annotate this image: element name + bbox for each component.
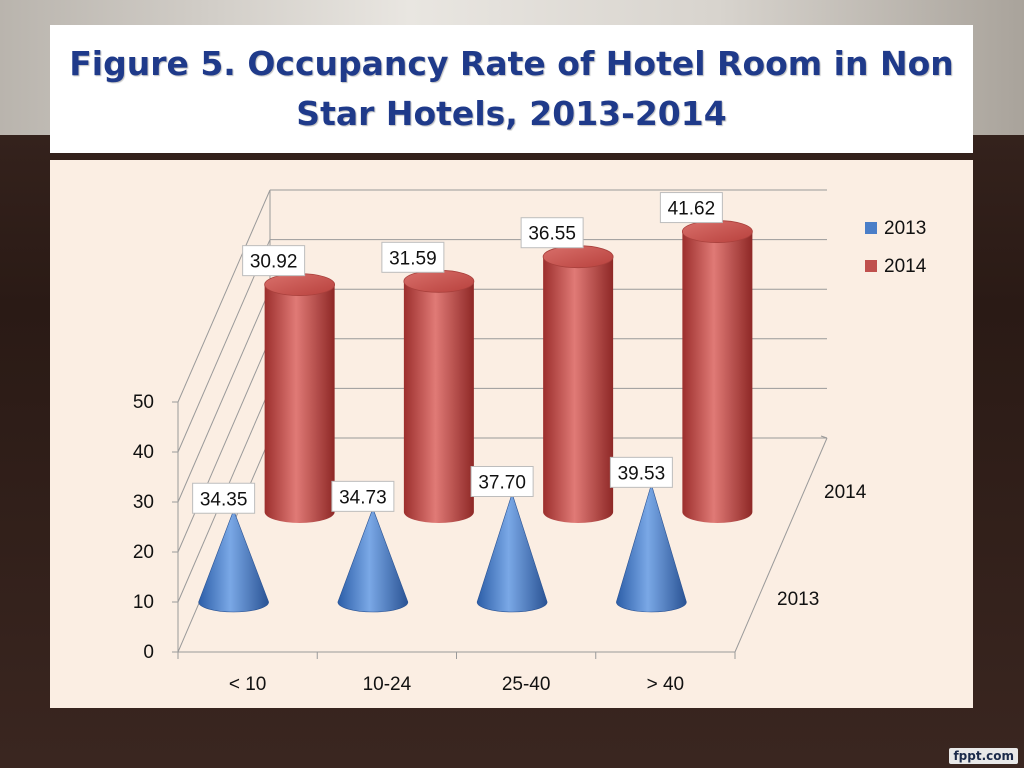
value-label-text: 41.62 <box>667 198 716 220</box>
chart-svg <box>50 160 973 708</box>
value-label-text: 30.92 <box>249 251 298 273</box>
cylinder-body <box>543 257 613 523</box>
value-label-text: 37.70 <box>478 472 526 494</box>
bar-2014-cylinder <box>404 270 474 523</box>
y-tick-label: 20 <box>132 542 154 563</box>
data-label-2014 <box>243 246 305 276</box>
y-tick-label: 50 <box>132 392 154 413</box>
data-label-2014 <box>521 218 583 248</box>
data-label-2013 <box>610 457 672 487</box>
cone-body <box>616 484 686 612</box>
data-label-2014 <box>382 242 444 272</box>
footer-logo: fppt.com <box>949 748 1018 764</box>
chart-title: Figure 5. Occupancy Rate of Hotel Room in Non Star Hotels, 2013-2014 <box>69 44 954 133</box>
cylinder-top <box>265 274 335 296</box>
value-label-text: 31.59 <box>389 248 437 270</box>
y-tick-label: 40 <box>132 442 154 463</box>
data-label-2013 <box>471 467 533 497</box>
chart-panel <box>50 160 973 708</box>
cylinder-top <box>404 270 474 292</box>
depth-label-front: 2013 <box>777 589 820 610</box>
value-label-text: 39.53 <box>617 463 666 485</box>
cone-body <box>199 510 269 612</box>
value-label-text: 34.73 <box>339 487 387 509</box>
legend-swatch-2013 <box>865 222 877 234</box>
legend <box>865 218 927 277</box>
bar-2013-cone <box>199 510 269 612</box>
title-box <box>50 25 973 153</box>
cylinder-body <box>682 232 752 523</box>
legend-label-2013: 2013 <box>884 218 927 239</box>
bar-2014-cylinder <box>543 246 613 523</box>
y-tick-label: 30 <box>132 492 154 513</box>
bar-2014-cylinder <box>682 221 752 523</box>
legend-label-2014: 2014 <box>884 256 927 277</box>
bar-2014-cylinder <box>265 274 335 523</box>
value-label-text: 36.55 <box>528 223 576 245</box>
depth-label-rear: 2014 <box>824 482 867 503</box>
data-label-2013 <box>332 481 394 511</box>
bar-2013-cone <box>338 508 408 612</box>
bar-2013-cone <box>616 484 686 612</box>
value-label-text: 34.35 <box>199 489 248 511</box>
x-category-label: 10-24 <box>362 674 412 695</box>
cone-body <box>338 508 408 612</box>
x-category-label: > 40 <box>646 674 685 695</box>
y-tick-label: 0 <box>143 642 154 663</box>
cylinder-top <box>682 221 752 243</box>
data-label-2013 <box>193 483 255 513</box>
legend-swatch-2014 <box>865 260 877 272</box>
bar-2013-cone <box>477 494 547 613</box>
cylinder-top <box>543 246 613 268</box>
cone-body <box>477 494 547 613</box>
x-category-label: 25-40 <box>501 674 551 695</box>
cylinder-body <box>404 281 474 523</box>
data-label-2014 <box>660 193 722 223</box>
x-category-label: < 10 <box>228 674 267 695</box>
cylinder-body <box>265 285 335 523</box>
y-tick-label: 10 <box>132 592 154 613</box>
